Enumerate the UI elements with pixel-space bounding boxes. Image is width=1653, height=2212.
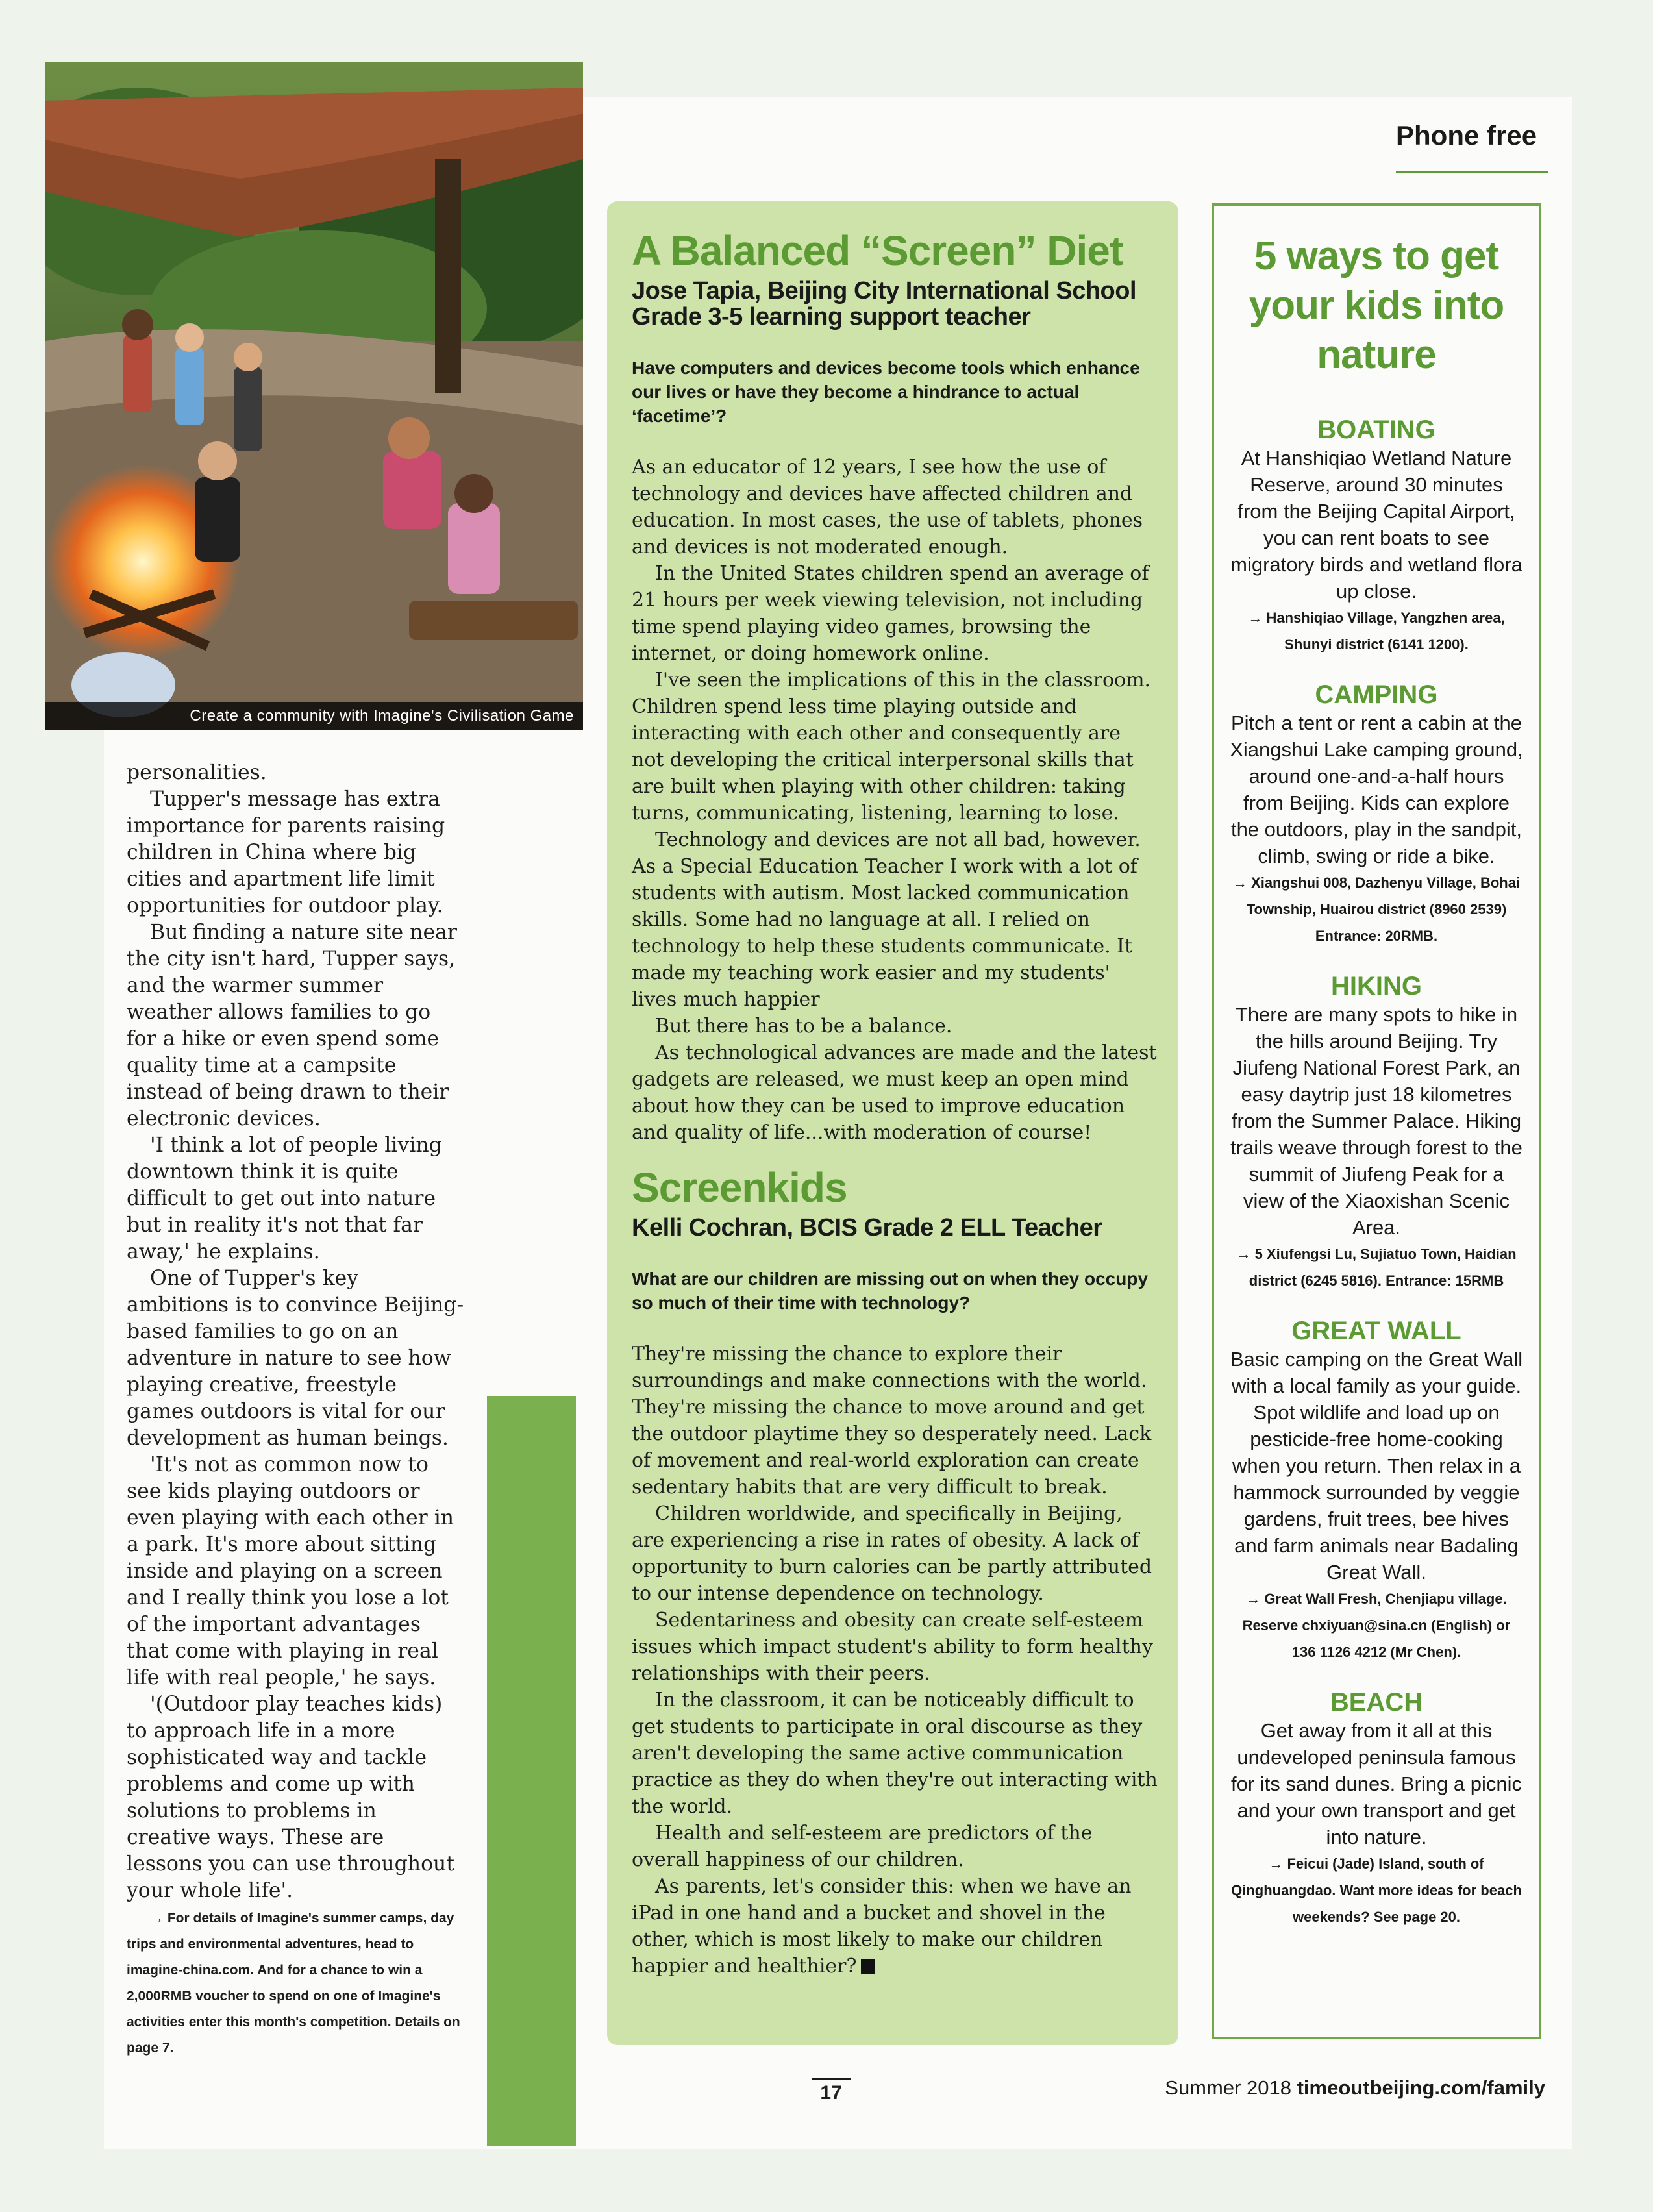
sidebar-section-camping xyxy=(1230,680,1523,949)
sidebar-section-great-wall xyxy=(1230,1316,1523,1665)
arrow-right-icon: → xyxy=(1246,1591,1265,1607)
article1-paragraph: But there has to be a balance. xyxy=(655,1015,952,1038)
article2-byline: Kelli Cochran, BCIS Grade 2 ELL Teacher xyxy=(632,1214,1102,1241)
sidebar-details-text: Feicui (Jade) Island, south of Qinghuangdao. Want more ideas for beach weekends? See page 20. xyxy=(1231,1856,1522,1925)
article1-paragraph: As technological advances are made and the latest gadgets are released, we must keep an open mind about how they can be used to improve education and quality of life...with moderation of course! xyxy=(632,1041,1157,1144)
arrow-right-icon: → xyxy=(1248,610,1267,626)
sidebar-heading: GREAT WALL xyxy=(1291,1317,1461,1345)
left-paragraph: But finding a nature site near the city isn't hard, Tupper says, and the warmer summer weather allows families to go for a hike or even spend some quality time at a campsite instead of being drawn to their electronic devices. xyxy=(127,921,457,1130)
left-paragraph: Tupper's message has extra importance for parents raising children in China where big cities and apartment life limit opportunities for outdoor play. xyxy=(127,788,445,917)
footer-issue: Summer 2018 xyxy=(1165,2076,1291,2099)
article2-paragraph: Children worldwide, and specifically in Beijing, are experiencing a rise in rates of obesity. A lack of opportunity to burn calories can be partly attributed to our intense dependence on technology. xyxy=(632,1502,1152,1605)
left-paragraph: personalities. xyxy=(127,761,267,784)
left-paragraph: 'It's not as common now to see kids playing outdoors or even playing with each other in a park. It's more about sitting inside and playing on a screen and I really think you lose a lot of the important advantages that come with playing in real life with real people,' he says. xyxy=(127,1453,454,1689)
sidebar-details xyxy=(1230,869,1523,949)
article1-title: A Balanced “Screen” Diet xyxy=(632,227,1123,274)
sidebar-details xyxy=(1230,1585,1523,1665)
arrow-right-icon: → xyxy=(1236,1246,1255,1262)
decorative-green-bar xyxy=(487,1396,576,2146)
article1-paragraph: Technology and devices are not all bad, however. As a Special Education Teacher I work with a lot of students with autism. Most lacked communication skills. Some had no language at all. I relied on technology to help these students communicate. It made my teaching work easier and my students' lives much happier xyxy=(632,828,1141,1011)
opinion-panel xyxy=(607,201,1178,2045)
left-paragraph: 'I think a lot of people living downtown think it is quite difficult to get out into nature but in reality it's not that far away,' he explains. xyxy=(127,1134,442,1263)
page-number: 17 xyxy=(812,2078,851,2104)
left-paragraph: One of Tupper's key ambitions is to convince Beijing-based families to go on an adventure in nature to see how playing creative, freestyle games outdoors is vital for our development as human beings. xyxy=(127,1267,464,1450)
sidebar-heading: BOATING xyxy=(1317,416,1436,444)
arrow-right-icon: → xyxy=(150,1911,168,1926)
left-paragraph: '(Outdoor play teaches kids) to approach life in a more sophisticated way and tackle problems and come up with solutions to problems in creative ways. These are lessons you can use throughout your whole life'. xyxy=(127,1693,454,1902)
campfire-photo xyxy=(45,62,583,730)
sidebar-section-boating xyxy=(1230,415,1523,658)
sidebar-details-text: Hanshiqiao Village, Yangzhen area, Shunyi district (6141 1200). xyxy=(1266,610,1505,652)
sidebar-section-beach xyxy=(1230,1687,1523,1930)
end-mark-icon xyxy=(861,1959,875,1974)
article2-paragraph: In the classroom, it can be noticeably difficult to get students to participate in oral discourse as they aren't developing the same active communication practice as they do when they're out interacting with the world. xyxy=(632,1689,1158,1818)
sidebar-heading: BEACH xyxy=(1330,1688,1423,1717)
photo-caption: Create a community with Imagine's Civilisation Game xyxy=(45,702,583,730)
article2-paragraph: Sedentariness and obesity can create self-esteem issues which impact student's ability to form healthy relationships with their peers. xyxy=(632,1609,1153,1685)
sidebar-description: Pitch a tent or rent a cabin at the Xiangshui Lake camping ground, around one-and-a-half hours from Beijing. Kids can explore the outdoors, play in the sandpit, climb, swing or ride a bike. xyxy=(1230,712,1523,867)
article1-paragraph: I've seen the implications of this in the classroom. Children spend less time playing outside and interacting with each other and consequently are not developing the critical interpersonal skills that are built when playing with other children: taking turns, communicating, listening, learning to lose. xyxy=(632,669,1151,825)
arrow-right-icon: → xyxy=(1232,875,1252,891)
imagine-info-text: For details of Imagine's summer camps, day trips and environmental adventures, head to imagine-china.com. And for a chance to win a 2,000RMB voucher to spend on one of Imagine's activities enter this month's competition. Details on page 7. xyxy=(127,1911,460,2056)
sidebar-heading: HIKING xyxy=(1331,972,1422,1000)
page-footer xyxy=(1130,2076,1545,2100)
article2-title: Screenkids xyxy=(632,1164,847,1211)
imagine-info xyxy=(127,1906,464,2061)
article1-byline: Jose Tapia, Beijing City International School Grade 3-5 learning support teacher xyxy=(632,277,1137,330)
campfire-illustration xyxy=(45,62,583,730)
article1-question: Have computers and devices become tools which enhance our lives or have they become a hindrance to actual ‘facetime’? xyxy=(632,358,1140,426)
sidebar-description: Basic camping on the Great Wall with a local family as your guide. Spot wildlife and load up on pesticide-free home-cooking when you return. Then relax in a hammock surrounded by veggie gardens, fruit trees, bee hives and farm animals near Badaling Great Wall. xyxy=(1230,1348,1523,1584)
article1-paragraph: In the United States children spend an average of 21 hours per week viewing television, not including time spend playing video games, browsing the internet, or doing homework online. xyxy=(632,562,1149,665)
nature-sidebar xyxy=(1212,203,1541,2039)
sidebar-description: Get away from it all at this undeveloped peninsula famous for its sand dunes. Bring a picnic and your own transport and get into nature. xyxy=(1230,1719,1522,1848)
footer-site: timeoutbeijing.com/family xyxy=(1297,2076,1545,2099)
article2-body xyxy=(632,1341,1158,1980)
article2-question: What are our children are missing out on when they occupy so much of their time with technology? xyxy=(632,1269,1149,1313)
article2-paragraph xyxy=(632,1873,1158,1980)
article2-paragraph: Health and self-esteem are predictors of the overall happiness of our children. xyxy=(632,1822,1093,1871)
sidebar-section-hiking xyxy=(1230,971,1523,1294)
arrow-right-icon: → xyxy=(1269,1856,1287,1872)
sidebar-details-text: Xiangshui 008, Dazhenyu Village, Bohai Township, Huairou district (8960 2539) Entrance: 20RMB. xyxy=(1246,875,1521,944)
sidebar-details xyxy=(1230,604,1523,658)
article1-paragraph: As an educator of 12 years, I see how the use of technology and devices have affected children and education. In most cases, the use of tablets, phones and devices is not moderated enough. xyxy=(632,456,1143,558)
sidebar-heading: CAMPING xyxy=(1315,680,1438,709)
sidebar-details xyxy=(1230,1850,1523,1930)
sidebar-details-text: Great Wall Fresh, Chenjiapu village. Reserve chxiyuan@sina.cn (English) or 136 1126 4212 (Mr Chen). xyxy=(1242,1591,1511,1660)
article2-last-paragraph: As parents, let's consider this: when we have an iPad in one hand and a bucket and shovel in the other, which is most likely to make our children happier and healthier? xyxy=(632,1875,1132,1978)
section-label: Phone free xyxy=(1396,120,1537,151)
article1-body xyxy=(632,454,1158,1146)
sidebar-description: At Hanshiqiao Wetland Nature Reserve, around 30 minutes from the Beijing Capital Airport, you can rent boats to see migratory birds and wetland flora up close. xyxy=(1230,447,1522,603)
article2-paragraph: They're missing the chance to explore their surroundings and make connections with the world. They're missing the chance to move around and get the outdoor playtime they so desperately need. Lack of movement and real-world exploration can create sedentary habits that are very difficult to break. xyxy=(632,1343,1152,1498)
section-label-rule xyxy=(1396,171,1548,173)
sidebar-details-text: 5 Xiufengsi Lu, Sujiatuo Town, Haidian district (6245 5816). Entrance: 15RMB xyxy=(1249,1246,1517,1289)
sidebar-description: There are many spots to hike in the hills around Beijing. Try Jiufeng National Forest Park, an easy daytrip just 18 kilometres from the Summer Palace. Hiking trails weave through forest to the summit of Jiufeng Peak for a view of the Xiaoxishan Scenic Area. xyxy=(1230,1003,1522,1239)
left-column-article xyxy=(127,760,464,2061)
sidebar-title: 5 ways to get your kids into nature xyxy=(1249,234,1504,377)
sidebar-details xyxy=(1230,1241,1523,1294)
